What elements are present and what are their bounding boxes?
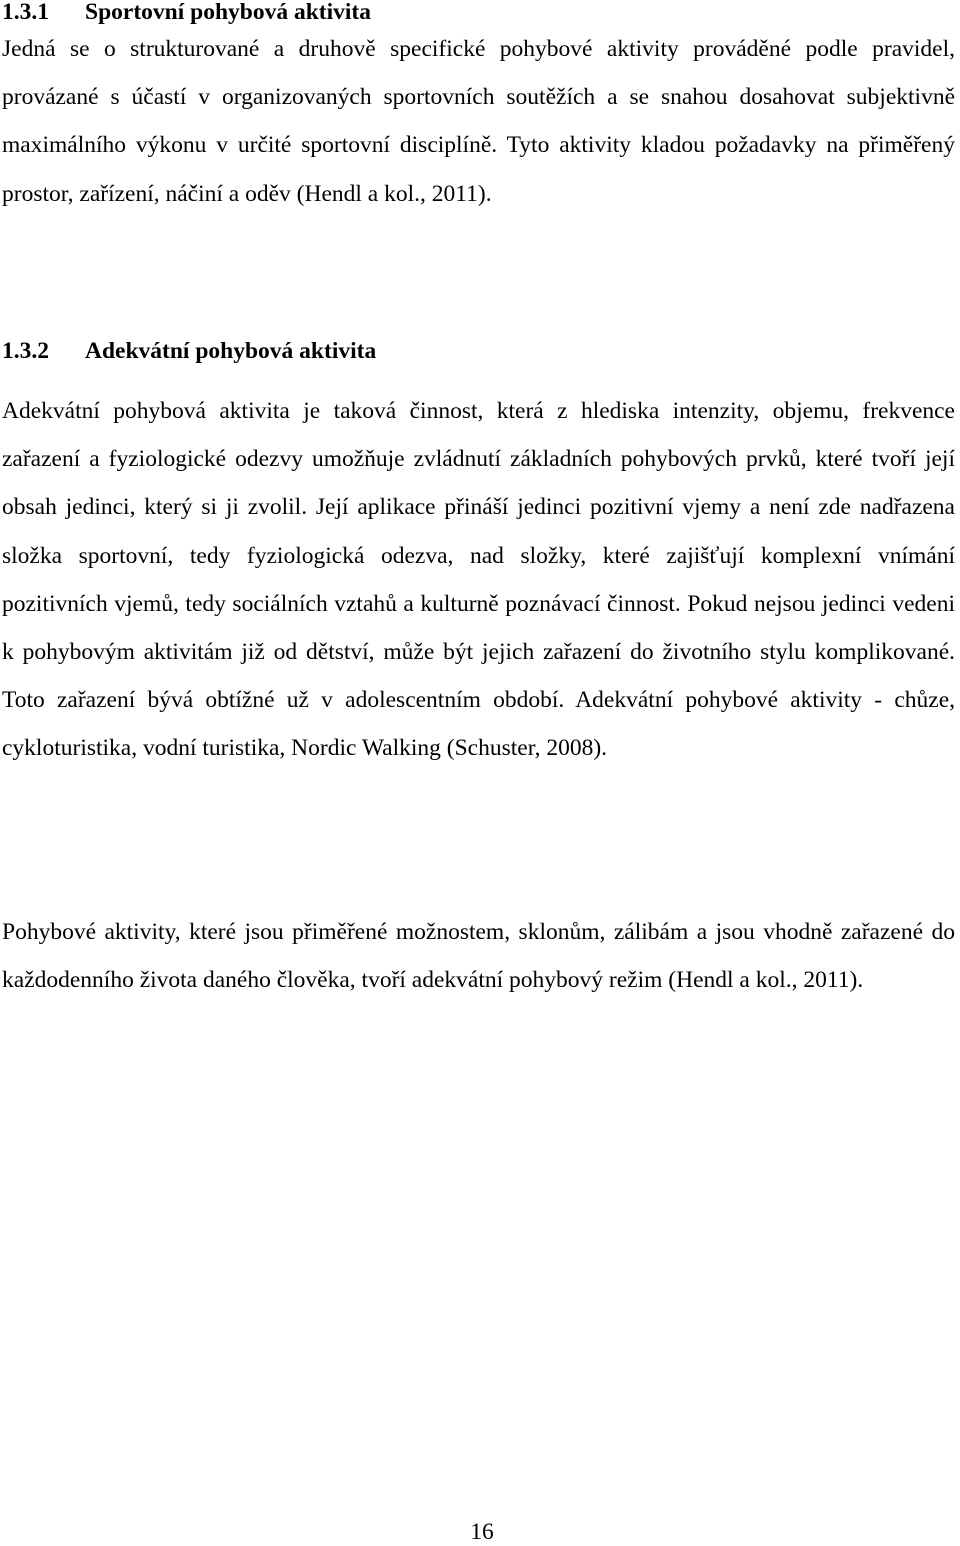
section-number: 1.3.2	[2, 338, 49, 364]
section-title: Sportovní pohybová aktivita	[85, 0, 371, 25]
section-heading-sport-activity	[2, 0, 952, 26]
section-heading-adequate-activity	[2, 337, 952, 365]
paragraph-adequate-activity-regime: Pohybové aktivity, které jsou přiměřené možnostem, sklonům, zálibám a jsou vhodně zařazené do každodenního života daného člověka, tvoří adekvátní pohybový režim (Hendl a kol., 2011).	[2, 919, 955, 994]
paragraph-adequate-activity-definition: Adekvátní pohybová aktivita je taková činnost, která z hlediska intenzity, objemu, frekvence zařazení a fyziologické odezvy umožňuje zvládnutí základních pohybových prvků, které tvoří její obsah jedinci, který si ji zvolil. Její aplikace přináší jedinci pozitivní vjemy a není zde nadřazena složka sportovní, tedy fyziologická odezva, nad složky, které zajišťují komplexní vnímání pozitivních vjemů, tedy sociálních vztahů a kulturně poznávací činnost. Pokud nejsou jedinci vedeni k pohybovým aktivitám již od dětství, může být jejich zařazení do životního stylu komplikované. Toto zařazení bývá obtížné už v adolescentním období. Adekvátní pohybové aktivity - chůze, cykloturistika, vodní turistika, Nordic Walking (Schuster, 2008).	[2, 398, 955, 762]
page-number: 16	[470, 1519, 494, 1545]
section-title: Adekvátní pohybová aktivita	[85, 338, 377, 364]
paragraph-sport-activity: Jedná se o strukturované a druhově specifické pohybové aktivity prováděné podle pravidel, provázané s účastí v organizovaných sportovních soutěžích a se snahou dosahovat subjektivně maximálního výkonu v určité sportovní disciplíně. Tyto aktivity kladou požadavky na přiměřený prostor, zařízení, náčiní a oděv (Hendl a kol., 2011).	[2, 36, 955, 207]
section-number: 1.3.1	[2, 0, 49, 25]
